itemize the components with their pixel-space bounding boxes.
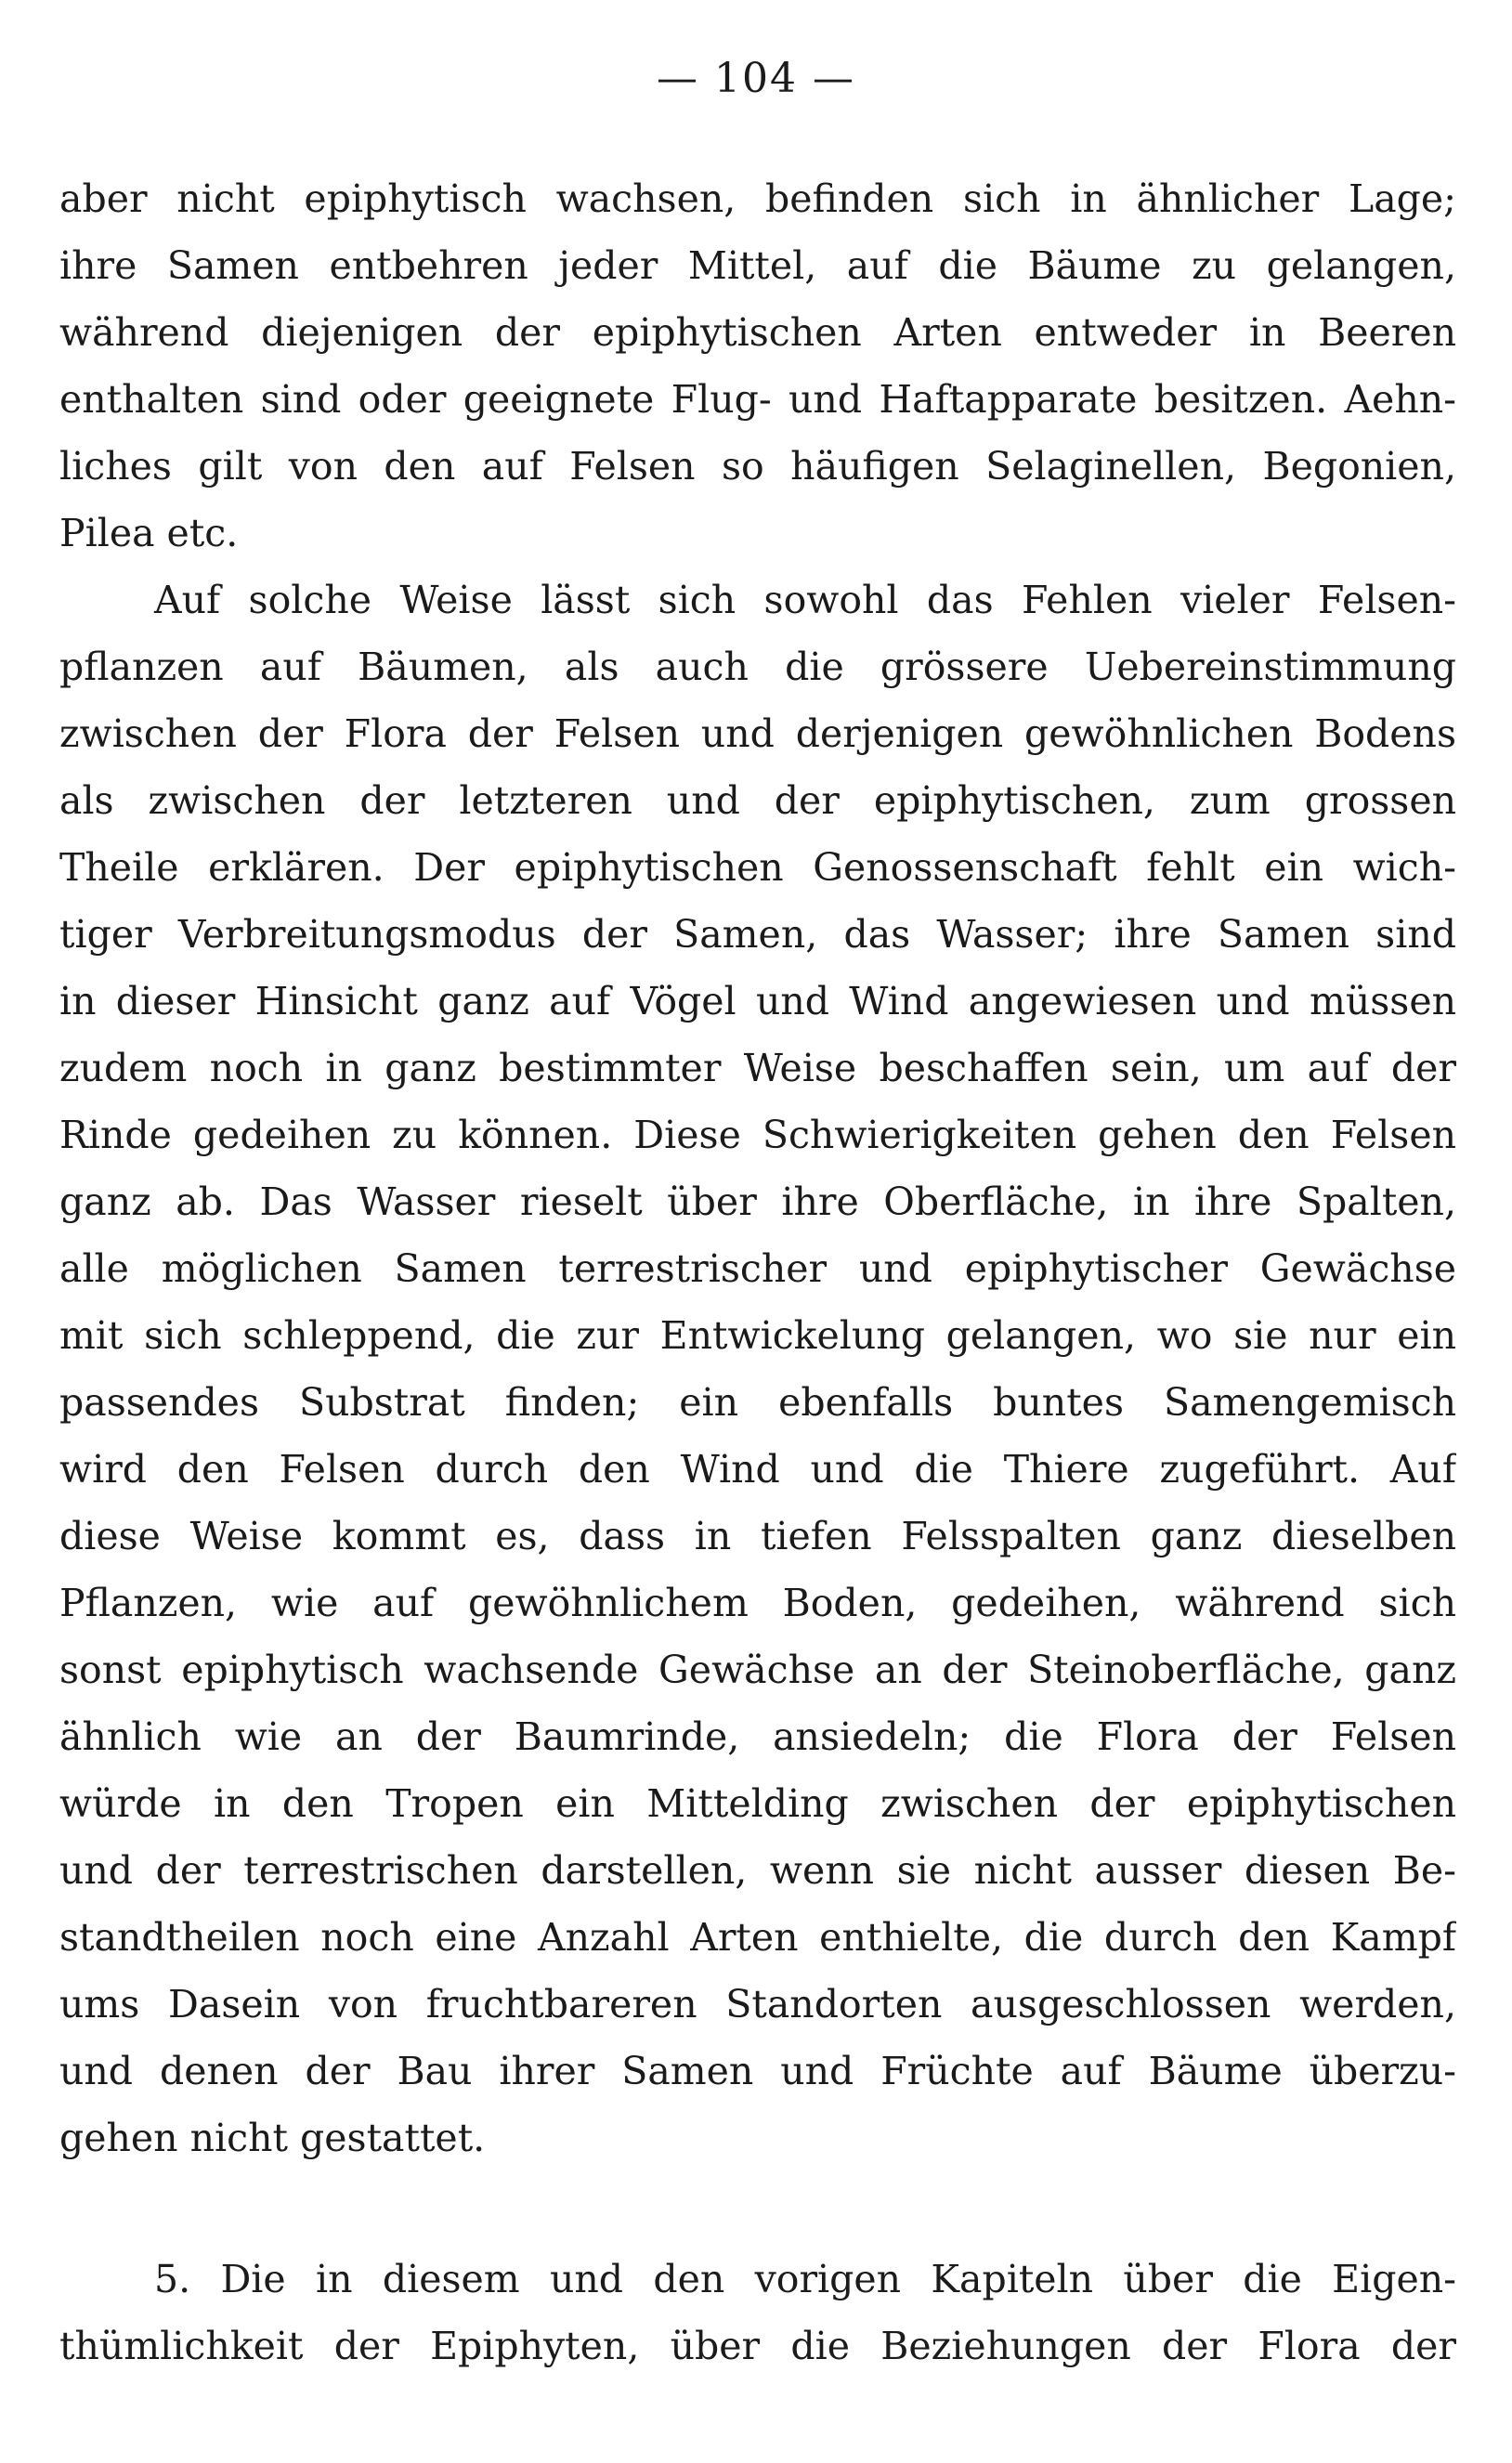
text-line: würde in den Tropen ein Mittelding zwischen der epiphytischen (59, 1781, 1456, 1826)
text-line: wird den Felsen durch den Wind und die Thiere zugeführt. Auf (59, 1447, 1456, 1492)
text-line: passendes Substrat finden; ein ebenfalls buntes Samengemisch (59, 1380, 1456, 1425)
text-line: 5. Die in diesem und den vorigen Kapiteln über die Eigen- (154, 2257, 1456, 2301)
text-line: liches gilt von den auf Felsen so häufigen Selaginellen, Begonien, (59, 444, 1456, 489)
text-line: als zwischen der letzteren und der epiphytischen, zum grossen (59, 778, 1456, 823)
text-line: Auf solche Weise lässt sich sowohl das Fehlen vieler Felsen- (154, 578, 1456, 622)
paragraph-3 (59, 2246, 1456, 2379)
text-line: sonst epiphytisch wachsende Gewächse an der Steinoberfläche, ganz (59, 1648, 1456, 1692)
text-line: enthalten sind oder geeignete Flug- und Haftapparate besitzen. Aehn- (59, 377, 1456, 422)
text-line: zwischen der Flora der Felsen und derjenigen gewöhnlichen Bodens (59, 711, 1456, 756)
text-line: diese Weise kommt es, dass in tiefen Felsspalten ganz dieselben (59, 1514, 1456, 1558)
text-line: ganz ab. Das Wasser rieselt über ihre Oberfläche, in ihre Spalten, (59, 1179, 1456, 1224)
text-line: tiger Verbreitungsmodus der Samen, das Wasser; ihre Samen sind (59, 912, 1456, 957)
text-line: ähnlich wie an der Baumrinde, ansiedeln; die Flora der Felsen (59, 1714, 1456, 1759)
text-line: Rinde gedeihen zu können. Diese Schwierigkeiten gehen den Felsen (59, 1113, 1456, 1157)
text-line: standtheilen noch eine Anzahl Arten enthielte, die durch den Kampf (59, 1915, 1456, 1960)
text-line: ihre Samen entbehren jeder Mittel, auf die Bäume zu gelangen, (59, 243, 1456, 288)
text-line: ums Dasein von fruchtbareren Standorten ausgeschlossen werden, (59, 1982, 1456, 2026)
text-line: aber nicht epiphytisch wachsen, befinden sich in ähnlicher Lage; (59, 176, 1456, 221)
text-line: thümlichkeit der Epiphyten, über die Beziehungen der Flora der (59, 2324, 1456, 2368)
text-line: mit sich schleppend, die zur Entwickelung gelangen, wo sie nur ein (59, 1313, 1456, 1358)
text-line: und der terrestrischen darstellen, wenn sie nicht ausser diesen Be- (59, 1848, 1456, 1893)
text-line: pflanzen auf Bäumen, als auch die grössere Uebereinstimmung (59, 645, 1456, 689)
text-line: Pflanzen, wie auf gewöhnlichem Boden, gedeihen, während sich (59, 1581, 1456, 1625)
text-line: Theile erklären. Der epiphytischen Genossenschaft fehlt ein wich- (59, 845, 1456, 890)
text-line: in dieser Hinsicht ganz auf Vögel und Wind angewiesen und müssen (59, 979, 1456, 1023)
page-number: — 104 — (657, 55, 855, 102)
text-line: alle möglichen Samen terrestrischer und epiphytischer Gewächse (59, 1246, 1456, 1291)
text-line: zudem noch in ganz bestimmter Weise beschaffen sein, um auf der (59, 1046, 1456, 1090)
paragraph-2 (59, 567, 1456, 2171)
text-line: und denen der Bau ihrer Samen und Früchte auf Bäume überzu- (59, 2049, 1456, 2093)
text-line: während diejenigen der epiphytischen Arten entweder in Beeren (59, 310, 1456, 355)
paragraph-1 (59, 165, 1456, 567)
text-line: gehen nicht gestattet. (59, 2116, 486, 2160)
text-line: Pilea etc. (59, 511, 239, 555)
